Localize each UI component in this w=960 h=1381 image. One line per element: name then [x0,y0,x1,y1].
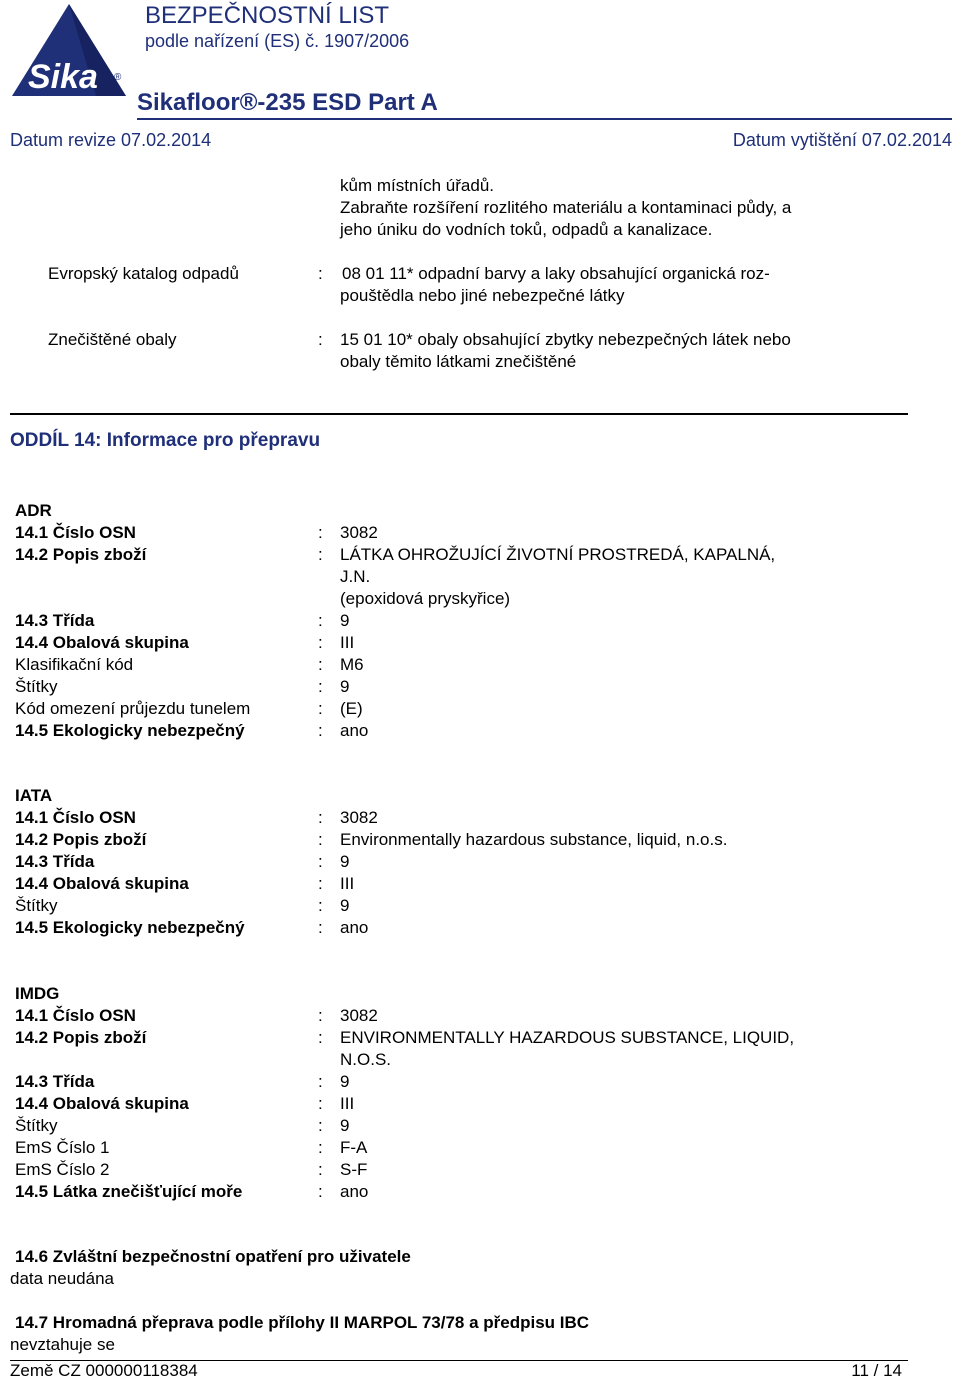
adr-description-value-3: (epoxidová pryskyřice) [340,589,511,608]
svg-text:Sika: Sika [28,58,98,96]
adr-heading: ADR [15,501,52,520]
colon: : [318,545,323,564]
footer-document-id: Země CZ 000000118384 [10,1361,198,1380]
document-subtitle: podle nařízení (ES) č. 1907/2006 [145,31,410,51]
imdg-description-value-2: N.O.S. [340,1050,392,1069]
colon: : [318,1182,323,1201]
iata-un-number-value: 3082 [340,808,378,827]
waste-catalog-line-1: 08 01 11* odpadní barvy a laky obsahující organická roz- [342,264,770,283]
adr-classification-code-label: Klasifikační kód [15,655,134,674]
waste-intro-line-1: kům místních úřadů. [340,176,495,195]
colon: : [318,677,323,696]
imdg-description-label: 14.2 Popis zboží [15,1028,147,1047]
adr-un-number-label: 14.1 Číslo OSN [15,523,136,542]
bulk-transport-text: nevztahuje se [10,1335,115,1354]
colon: : [318,1094,323,1113]
imdg-labels-label: Štítky [15,1116,58,1135]
adr-tunnel-code-label: Kód omezení průjezdu tunelem [15,699,251,718]
iata-labels-value: 9 [340,896,350,915]
iata-heading: IATA [15,786,53,805]
footer-page-number: 11 / 14 [851,1361,902,1380]
colon: : [318,808,323,827]
adr-packing-group-label: 14.4 Obalová skupina [15,633,189,652]
adr-class-label: 14.3 Třída [15,611,95,630]
iata-class-value: 9 [340,852,350,871]
section-title: ODDÍL 14: Informace pro přepravu [10,430,321,451]
imdg-ems2-label: EmS Číslo 2 [15,1160,110,1179]
adr-tunnel-code-value: (E) [340,699,363,718]
iata-labels-label: Štítky [15,896,58,915]
adr-labels-value: 9 [340,677,350,696]
bulk-transport-heading: 14.7 Hromadná přeprava podle přílohy II MARPOL 73/78 a předpisu IBC [15,1313,590,1332]
revision-date: Datum revize 07.02.2014 [10,130,212,150]
iata-class-label: 14.3 Třída [15,852,95,871]
colon: : [318,1006,323,1025]
colon: : [318,611,323,630]
iata-description-value: Environmentally hazardous substance, liquid, n.o.s. [340,830,728,849]
colon: : [318,721,323,740]
colon: : [318,1116,323,1135]
imdg-marine-pollutant-label: 14.5 Látka znečišťující moře [15,1182,243,1201]
colon: : [318,1138,323,1157]
product-name: Sikafloor®-235 ESD Part A [137,89,438,116]
waste-intro-line-3: jeho úniku do vodních toků, odpadů a kanalizace. [340,220,713,239]
colon: : [318,330,323,349]
colon: : [318,264,323,283]
colon: : [318,699,323,718]
imdg-ems1-label: EmS Číslo 1 [15,1138,110,1157]
iata-env-hazard-value: ano [340,918,369,937]
imdg-labels-value: 9 [340,1116,350,1135]
colon: : [318,1072,323,1091]
waste-intro-line-2: Zabraňte rozšíření rozlitého materiálu a kontaminaci půdy, a [340,198,792,217]
imdg-description-value: ENVIRONMENTALLY HAZARDOUS SUBSTANCE, LIQUID, [340,1028,795,1047]
colon: : [318,896,323,915]
waste-catalog-line-2: pouštědla nebo jiné nebezpečné látky [340,286,625,305]
adr-un-number-value: 3082 [340,523,378,542]
colon: : [318,1028,323,1047]
special-precautions-heading: 14.6 Zvláštní bezpečnostní opatření pro uživatele [15,1247,411,1266]
adr-env-hazard-label: 14.5 Ekologicky nebezpečný [15,721,245,740]
iata-description-label: 14.2 Popis zboží [15,830,147,849]
svg-text:®: ® [114,72,122,83]
colon: : [318,633,323,652]
header-divider [137,118,952,120]
imdg-marine-pollutant-value: ano [340,1182,369,1201]
iata-un-number-label: 14.1 Číslo OSN [15,808,136,827]
imdg-class-label: 14.3 Třída [15,1072,95,1091]
adr-description-value-2: J.N. [340,567,371,586]
imdg-ems2-value: S-F [340,1160,368,1179]
adr-description-label: 14.2 Popis zboží [15,545,147,564]
colon: : [318,523,323,542]
iata-env-hazard-label: 14.5 Ekologicky nebezpečný [15,918,245,937]
print-date: Datum vytištění 07.02.2014 [732,130,952,150]
colon: : [318,655,323,674]
imdg-ems1-value: F-A [340,1138,368,1157]
special-precautions-text: data neudána [10,1269,114,1288]
section-divider [10,413,908,415]
sika-logo [10,2,128,98]
imdg-packing-group-label: 14.4 Obalová skupina [15,1094,189,1113]
adr-env-hazard-value: ano [340,721,369,740]
packaging-label: Znečištěné obaly [48,330,177,349]
colon: : [318,830,323,849]
iata-packing-group-label: 14.4 Obalová skupina [15,874,189,893]
imdg-un-number-label: 14.1 Číslo OSN [15,1006,136,1025]
colon: : [318,874,323,893]
imdg-class-value: 9 [340,1072,350,1091]
adr-classification-code-value: M6 [340,655,364,674]
imdg-un-number-value: 3082 [340,1006,378,1025]
adr-class-value: 9 [340,611,350,630]
colon: : [318,1160,323,1179]
iata-packing-group-value: III [340,874,355,893]
adr-packing-group-value: III [340,633,355,652]
adr-description-value: LÁTKA OHROŽUJÍCÍ ŽIVOTNÍ PROSTREDÁ, KAPALNÁ, [340,545,776,564]
document-title: BEZPEČNOSTNÍ LIST [145,2,390,29]
packaging-line-1: 15 01 10* obaly obsahující zbytky nebezpečných látek nebo [340,330,791,349]
colon: : [318,918,323,937]
imdg-packing-group-value: III [340,1094,355,1113]
waste-catalog-label: Evropský katalog odpadů [48,264,239,283]
colon: : [318,852,323,871]
packaging-line-2: obaly těmito látkami znečištěné [340,352,577,371]
imdg-heading: IMDG [15,984,60,1003]
adr-labels-label: Štítky [15,677,58,696]
